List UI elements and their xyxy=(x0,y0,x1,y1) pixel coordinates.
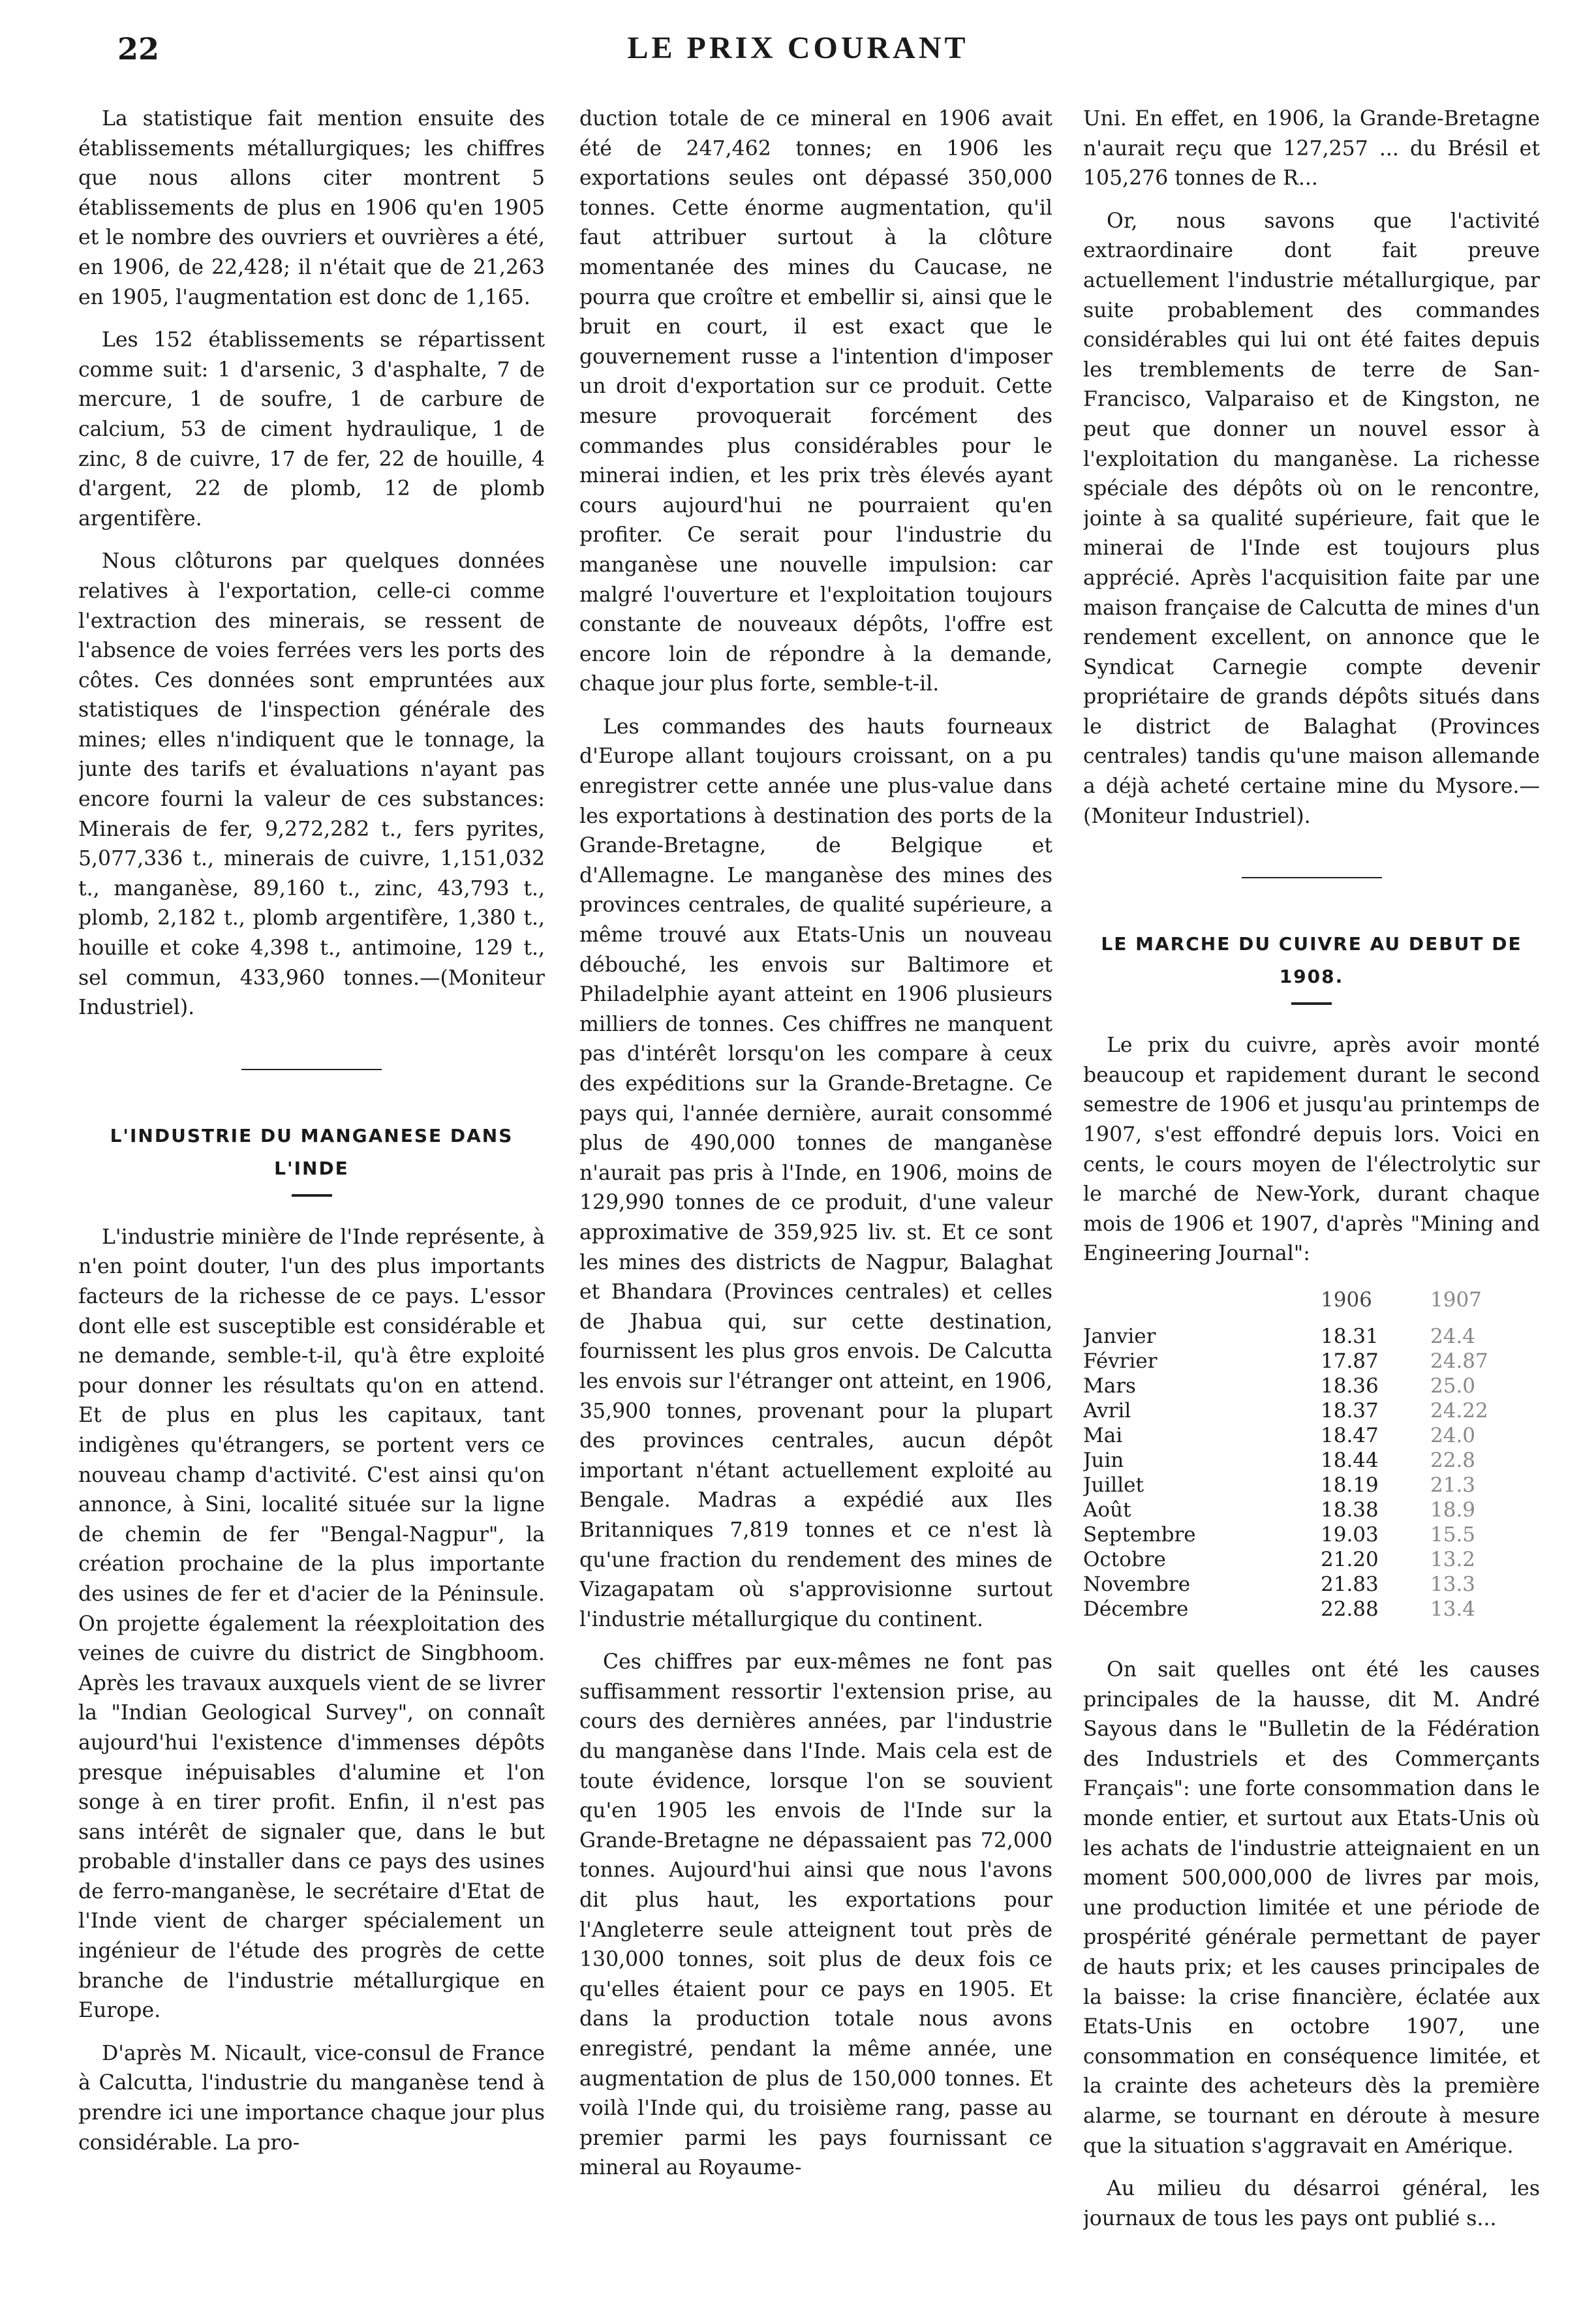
month-cell: Octobre xyxy=(1083,1548,1166,1571)
table-row xyxy=(1083,1498,1540,1522)
table-row xyxy=(1083,1349,1540,1374)
article-paragraph: duction totale de ce mineral en 1906 avait été de 247,462 tonnes; en 1906 les exportations seules ont dépassé 350,000 tonnes. Cette énorme augmentation, qu'il faut attribuer surtout à la clôture momentanée des mines du Caucase, ne pourra que croître et embellir si, ainsi que le bruit en court, il est exact que le gouvernement russe a l'intention d'imposer un droit d'exportation sur ce produit. Cette mesure provoquerait forcément des commandes plus considérables pour le minerai indien, et les prix très élevés ayant cours aujourd'hui ne pourraient qu'en profiter. Ce serait pour l'industrie du manganèse une nouvelle impulsion: car malgré l'ouverture et l'exploitation toujours constante de nouveaux dépôts, l'offre est encore loin de répondre à la demande, chaque jour plus forte, semble-t-il. xyxy=(579,107,1052,696)
month-cell: Avril xyxy=(1083,1399,1131,1423)
section-heading-manganese: L'INDUSTRIE DU MANGANESE DANS L'INDE xyxy=(110,1124,514,1179)
value-1907-cell: 24.0 xyxy=(1430,1424,1476,1447)
article-paragraph: Ces chiffres par eux-mêmes ne font pas suffisamment ressortir l'extension prise, au cours des dernières années, par l'industrie du manganèse dans l'Inde. Mais cela est de toute évidence, lorsque l'on se souvient qu'en 1905 les envois de l'Inde sur la Grande-Bretagne ne dépassaient pas 72,000 tonnes. Aujourd'hui ainsi que nous l'avons dit plus haut, les exportations pour l'Angleterre seule atteignent tout près de 130,000 tonnes, soit plus de deux fois ce qu'elles étaient pour ce pays en 1905. Et dans la production totale nous avons enregistré, pendant la même année, une augmentation de plus de 150,000 tonnes. Et voilà l'Inde qui, du troisième rang, passe au premier parmi les pays fournissant ce mineral au Royaume- xyxy=(579,1650,1052,2180)
section-heading-copper: LE MARCHE DU CUIVRE AU DEBUT DE 1908. xyxy=(1101,933,1522,988)
column-middle xyxy=(579,104,1052,2284)
month-cell: Novembre xyxy=(1083,1573,1191,1596)
table-row xyxy=(1083,1423,1540,1448)
table-row xyxy=(1083,1473,1540,1498)
column-left xyxy=(78,104,545,2284)
section-divider xyxy=(241,1069,382,1070)
month-cell: Juin xyxy=(1083,1449,1124,1472)
month-cell: Mars xyxy=(1083,1374,1136,1398)
value-1907-cell: 24.4 xyxy=(1430,1325,1476,1348)
article-paragraph: D'après M. Nicault, vice-consul de France à Calcutta, l'industrie du manganèse tend à prendre ici une importance chaque jour plus considérable. La pro- xyxy=(78,2041,545,2155)
value-1907-cell: 24.22 xyxy=(1430,1399,1488,1423)
value-1906-cell: 18.36 xyxy=(1321,1374,1379,1398)
value-1906-cell: 18.44 xyxy=(1321,1449,1379,1472)
table-header-1906: 1906 xyxy=(1321,1288,1372,1312)
table-header-month xyxy=(1083,1287,1321,1324)
value-1906-cell: 21.20 xyxy=(1321,1548,1379,1571)
value-1907-cell: 24.87 xyxy=(1430,1349,1488,1373)
article-paragraph: Les commandes des hauts fourneaux d'Europe allant toujours croissant, on a pu enregistrer cette année une plus-value dans les exportations à destination des ports de la Grande-Bretagne, de Belgique et d'Allemagne. Le manganèse des mines des provinces centrales, de qualité supérieure, a même trouvé aux Etats-Unis un nouveau débouché, les envois sur Baltimore et Philadelphie ayant atteint en 1906 plusieurs milliers de tonnes. Ces chiffres ne manquent pas d'intérêt lorsqu'on les compare à ceux des expéditions sur la Grande-Bretagne. Ce pays qui, l'année dernière, aurait consommé plus de 490,000 tonnes de manganèse n'aurait pas pris à l'Inde, en 1906, moins de 129,990 tonnes de ce produit, d'une valeur approximative de 359,925 liv. st. Et ce sont les mines des districts de Nagpur, Balaghat et Bhandara (Provinces centrales) et celles de Jhabua qui, sur cette destination, fournissent les plus gros envois. De Calcutta les envois sur l'étranger ont atteint, en 1906, 35,900 tonnes, provenant pour la plupart des provinces centrales, aucun dépôt important n'étant actuellement exploité au Bengale. Madras a expédié aux Iles Britanniques 7,819 tonnes et ce n'est là qu'une fraction du rendement des mines de Vizagapatam où s'approvisionne surtout l'industrie métallurgique du continent. xyxy=(579,715,1052,1631)
article-paragraph: Uni. En effet, en 1906, la Grande-Bretagne n'aurait reçu que 127,257 ... du Brésil et 105,276 tonnes de R... xyxy=(1083,107,1540,191)
value-1906-cell: 18.37 xyxy=(1321,1399,1379,1423)
value-1907-cell: 18.9 xyxy=(1430,1498,1476,1522)
table-row xyxy=(1083,1448,1540,1473)
month-cell: Mai xyxy=(1083,1424,1123,1447)
value-1906-cell: 18.31 xyxy=(1321,1325,1379,1348)
table-row xyxy=(1083,1572,1540,1597)
table-row xyxy=(1083,1597,1540,1622)
value-1907-cell: 22.8 xyxy=(1430,1449,1476,1472)
table-row xyxy=(1083,1522,1540,1547)
value-1906-cell: 17.87 xyxy=(1321,1349,1379,1373)
value-1907-cell: 15.5 xyxy=(1430,1523,1476,1546)
value-1906-cell: 18.38 xyxy=(1321,1498,1379,1522)
article-paragraph: On sait quelles ont été les causes principales de la hausse, dit M. André Sayous dans le "Bulletin de la Fédération des Industriels et des Commerçants Français": une forte consommation dans le monde entier, et surtout aux Etats-Unis où les achats de l'industrie atteignaient en un moment 500,000,000 de livres par mois, une production limitée et une période de prospérité générale permettant de payer de hauts prix; et les causes principales de la baisse: la crise financière, éclatée aux Etats-Unis en octobre 1907, une consommation en conséquence limitée, et la crainte des acheteurs dès la première alarme, se tournant en déroute à mesure que la situation s'aggravait en Amérique. xyxy=(1083,1658,1540,2158)
value-1906-cell: 21.83 xyxy=(1321,1573,1379,1596)
month-cell: Août xyxy=(1083,1498,1131,1522)
copper-price-table xyxy=(1083,1287,1540,1622)
value-1907-cell: 13.2 xyxy=(1430,1548,1476,1571)
value-1907-cell: 21.3 xyxy=(1430,1473,1476,1497)
article-paragraph: Or, nous savons que l'activité extraordinaire dont fait preuve actuellement l'industrie métallurgique, par suite probablement des commandes considérables qui lui ont été faites depuis les tremblements de terre de San-Francisco, Valparaiso et de Kingston, ne peut que donner un nouvel essor à l'exploitation du manganèse. La richesse spéciale des dépôts où on le rencontre, jointe à sa qualité supérieure, fait que le minerai de l'Inde est toujours plus apprécié. Après l'acquisition faite par une maison française de Calcutta de mines d'un rendement excellent, on annonce que le Syndicat Carnegie compte devenir propriétaire de grands dépôts situés dans le district de Balaghat (Provinces centrales) tandis qu'une maison allemande a déjà acheté certaine mine du Mysore.—(Moniteur Industriel). xyxy=(1083,209,1540,828)
value-1906-cell: 19.03 xyxy=(1321,1523,1379,1546)
heading-rule xyxy=(1291,1002,1332,1005)
table-row xyxy=(1083,1324,1540,1349)
section-divider xyxy=(1242,877,1382,878)
table-row xyxy=(1083,1398,1540,1423)
heading-rule xyxy=(292,1194,332,1197)
article-paragraph: Les 152 établissements se répartissent comme suit: 1 d'arsenic, 3 d'asphalte, 7 de mercure, 1 de soufre, 1 de carbure de calcium, 53 de ciment hydraulique, 1 de zinc, 8 de cuivre, 17 de fer, 22 de houille, 4 d'argent, 22 de plomb, 12 de plomb argentifère. xyxy=(78,328,545,531)
article-paragraph: Le prix du cuivre, après avoir monté beaucoup et rapidement durant le second semestre de 1906 et jusqu'au printemps de 1907, s'est effondré depuis lors. Voici en cents, le cours moyen de l'électrolytic sur le marché de New-York, durant chaque mois de 1906 et 1907, d'après "Mining and Engineering Journal": xyxy=(1083,1034,1540,1266)
value-1907-cell: 13.3 xyxy=(1430,1573,1476,1596)
month-cell: Juillet xyxy=(1083,1473,1144,1497)
page-number: 22 xyxy=(117,31,160,67)
article-paragraph: Au milieu du désarroi général, les journaux de tous les pays ont publié s... xyxy=(1083,2177,1540,2230)
table-header-row xyxy=(1083,1287,1540,1324)
value-1906-cell: 18.19 xyxy=(1321,1473,1379,1497)
copper-table-body xyxy=(1083,1324,1540,1622)
table-header-1907: 1907 xyxy=(1430,1288,1482,1312)
value-1906-cell: 22.88 xyxy=(1321,1597,1379,1621)
value-1907-cell: 25.0 xyxy=(1430,1374,1476,1398)
article-paragraph: Nous clôturons par quelques données relatives à l'exportation, celle-ci comme l'extraction des minerais, se ressent de l'absence de voies ferrées vers les ports des côtes. Ces données sont empruntées aux statistiques de l'inspection générale des mines; elles n'indiquent que le tonnage, la junte des tarifs et évaluations n'ayant pas encore fourni la valeur de ces substances: Minerais de fer, 9,272,282 t., fers pyrites, 5,077,336 t., minerais de cuivre, 1,151,032 t., manganèse, 89,160 t., zinc, 43,793 t., plomb, 2,182 t., plomb argentifère, 1,380 t., houille et coke 4,398 t., antimoine, 129 t., sel commun, 433,960 tonnes.—(Moniteur Industriel). xyxy=(78,549,545,1020)
value-1906-cell: 18.47 xyxy=(1321,1424,1379,1447)
table-row xyxy=(1083,1547,1540,1572)
column-right xyxy=(1083,104,1540,2284)
month-cell: Septembre xyxy=(1083,1523,1196,1546)
month-cell: Janvier xyxy=(1083,1325,1156,1348)
month-cell: Décembre xyxy=(1083,1597,1189,1621)
article-paragraph: L'industrie minière de l'Inde représente, à n'en point douter, l'un des plus importants facteurs de la richesse de ce pays. L'essor dont elle est susceptible est considérable et ne demande, semble-t-il, qu'à être exploité pour donner les résultats qu'on en attend. Et de plus en plus les capitaux, tant indigènes qu'étrangers, se portent vers ce nouveau champ d'activité. C'est ainsi qu'on annonce, à Sini, localité située sur la ligne de chemin de fer "Bengal-Nagpur", la création prochaine de la plus importante des usines de fer et d'acier de la Péninsule. On projette également la réexploitation des veines de cuivre du district de Singbhoom. Après les travaux auxquels vient de se livrer la "Indian Geological Survey", on connaît aujourd'hui l'existence d'immenses dépôts presque inépuisables d'alumine et l'on songe à en tirer profit. Enfin, il n'est pas sans intérêt de signaler que, dans le but probable d'installer dans ce pays des usines de ferro-manganèse, le secrétaire d'Etat de l'Inde vient de charger spécialement un ingénieur de l'étude des progrès de cette branche de l'industrie métallurgique en Europe. xyxy=(78,1225,545,2023)
journal-title: LE PRIX COURANT xyxy=(627,31,969,65)
table-row xyxy=(1083,1374,1540,1398)
article-paragraph: La statistique fait mention ensuite des établissements métallurgiques; les chiffres que nous allons citer montrent 5 établissements de plus en 1906 qu'en 1905 et le nombre des ouvriers et ouvrières a été, en 1906, de 22,428; il n'était que de 21,263 en 1905, l'augmentation est donc de 1,165. xyxy=(78,107,545,309)
value-1907-cell: 13.4 xyxy=(1430,1597,1476,1621)
month-cell: Février xyxy=(1083,1349,1158,1373)
